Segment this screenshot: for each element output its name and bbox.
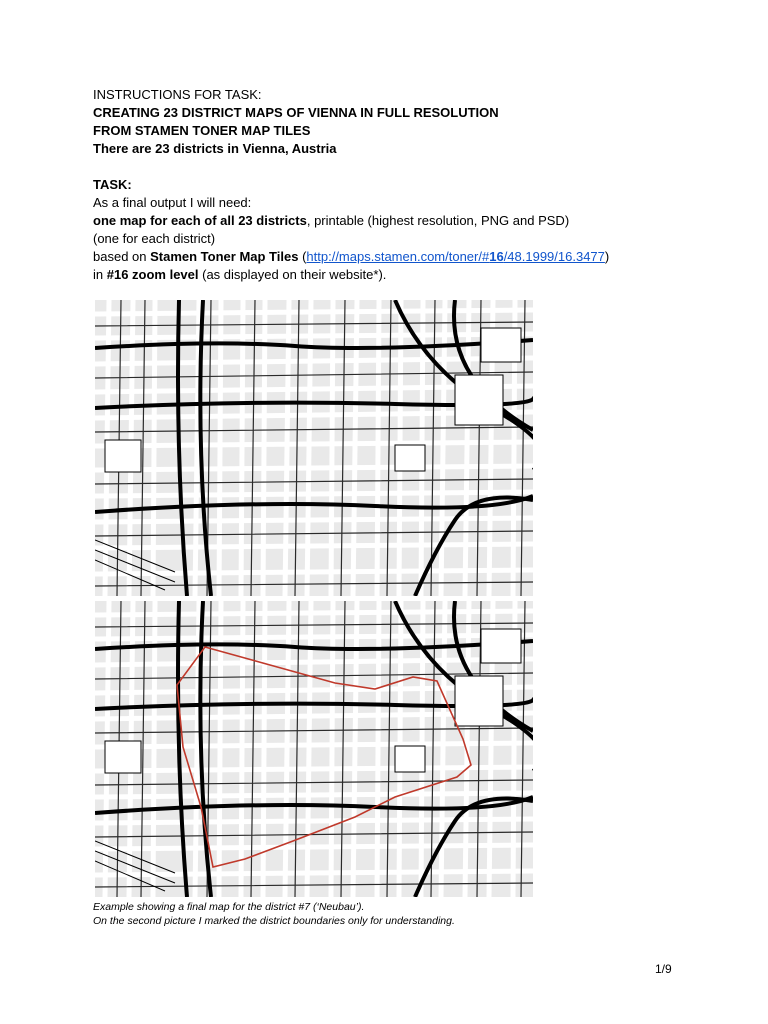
requirement-4-bold: #16 zoom level: [106, 267, 199, 282]
map-image-1: [95, 300, 533, 596]
title-line-2: FROM STAMEN TONER MAP TILES: [93, 123, 311, 138]
caption-line-1: Example showing a final map for the district #7 (‘Neubau’).: [93, 901, 365, 913]
requirement-4-prefix: in: [93, 267, 107, 282]
task-label: TASK:: [93, 177, 132, 192]
subtitle: There are 23 districts in Vienna, Austria: [93, 141, 337, 156]
requirement-line-1: [93, 212, 693, 230]
figure-caption: [93, 900, 455, 928]
title-line-1: CREATING 23 DISTRICT MAPS OF VIENNA IN FULL RESOLUTION: [93, 105, 499, 120]
requirement-line-3: [93, 248, 693, 266]
heading-label: INSTRUCTIONS FOR TASK:: [93, 87, 262, 102]
link-part-1: http://maps.stamen.com/toner/#: [306, 249, 490, 264]
intro-line: As a final output I will need:: [93, 195, 252, 210]
requirement-3-open: (: [298, 249, 307, 264]
requirement-line-2: (one for each district): [93, 231, 216, 246]
map-image-2-svg: [95, 601, 533, 897]
requirement-3-prefix: based on: [93, 249, 151, 264]
map-image-2: [95, 601, 533, 897]
link-part-2: 16: [489, 249, 504, 264]
requirement-1-bold: one map for each of all 23 districts: [93, 213, 307, 228]
stamen-link[interactable]: [306, 249, 605, 264]
requirement-3-bold: Stamen Toner Map Tiles: [150, 249, 299, 264]
requirement-3-close: ): [604, 249, 610, 264]
requirement-4-rest: (as displayed on their website*).: [198, 267, 387, 282]
requirement-line-4: [93, 266, 693, 284]
caption-line-2: On the second picture I marked the district boundaries only for understanding.: [93, 915, 455, 927]
link-part-3: /48.1999/16.3477: [503, 249, 605, 264]
requirement-1-rest: , printable (highest resolution, PNG and PSD): [306, 213, 570, 228]
map-image-1-svg: [95, 300, 533, 596]
page-number: 1/9: [655, 962, 672, 976]
instructions-text: [93, 86, 693, 284]
spacer: [93, 158, 693, 176]
